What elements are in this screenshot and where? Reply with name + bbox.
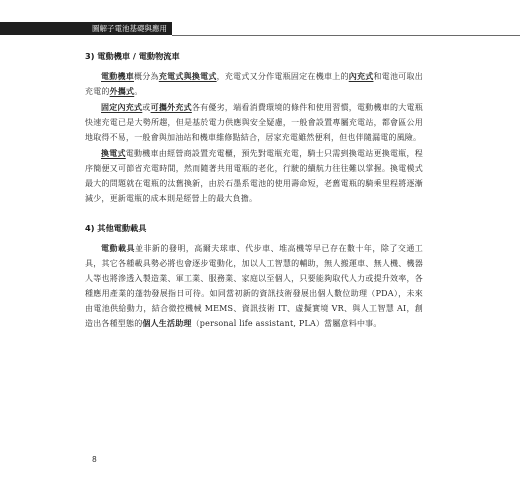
page-body bbox=[85, 50, 423, 332]
header-rule bbox=[172, 35, 520, 36]
running-header bbox=[0, 22, 172, 35]
page-number: 8 bbox=[92, 455, 97, 464]
section-heading-other-vehicles: 4) 其他電動載具 bbox=[85, 223, 147, 233]
paragraph-battery-swap: 換電式電動機車由經營商設置充電櫃，預先對電瓶充電，騎士只需到換電站更換電瓶，程序簡便又可節省充電時間，然而隨著共用電瓶的老化，行駛的續航力往往難以掌握。換電模式最大的問題就在電瓶的汰舊換新，由於石墨系電池的使用壽命短，老舊電瓶的騎乘里程將逐漸減少，更新電瓶的成本則是經營上的最大負擔。 bbox=[85, 148, 423, 203]
paragraph-other-vehicles: 電動載具並非新的發明，高爾夫球車、代步車、堆高機等早已存在數十年，除了交通工具，其它各種載具勢必將也會逐步電動化，加以人工智慧的輔助，無人搬運車、無人機、機器人等也將滲透入製造業、軍工業、服務業、家庭以至個人，只要能夠取代人力或提升效率，各種應用產業的蓬勃發展指日可待。如同當初新的資訊技術發展出個人數位助理（PDA），未來由電池供給動力，結合微控機械 MEMS、資訊技術 IT、虛擬實境 VR、與人工智慧 AI，創造出各種型態的個人生活助理（personal life assistant, PLA）當屬意料中事。 bbox=[85, 243, 424, 328]
section-heading-electric-scooter: 3) 電動機車 / 電動物流車 bbox=[85, 51, 180, 61]
running-header-title: 圖解子電池基礎與應用 bbox=[92, 24, 167, 33]
paragraph-scooter-types: 電動機車概分為充電式與換電式，充電式又分作電瓶固定在機車上的內充式和電池可取出充電的外攜式。 bbox=[85, 71, 423, 96]
paragraph-charging-comparison: 固定內充式或可攜外充式各有優劣，端看消費環境的條件和使用習慣，電動機車的大電瓶快速充電已是大勢所趨，但是基於電力供應與安全疑慮，一般會設置專屬充電站，都會區公用地取得不易，一般會與加油站和機車維修點結合，居家充電雖然便利，但也伴隨漏電的風險。 bbox=[85, 102, 424, 142]
